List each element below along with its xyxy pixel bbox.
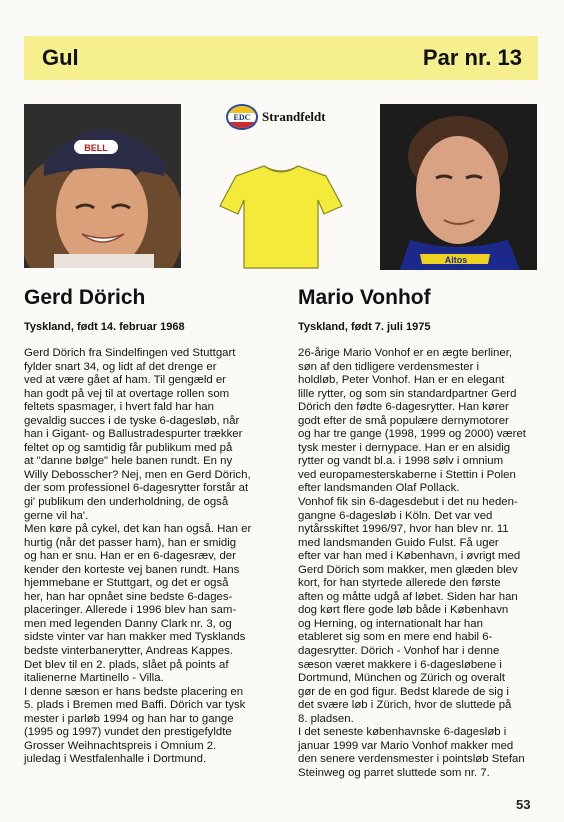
bio-line: rytter og vandt bl.a. i 1998 sølv i omnium [298, 455, 504, 468]
rider-info-left: Tyskland, født 14. februar 1968 [24, 321, 185, 333]
bio-line: det svære løb i Zürich, hvor de sluttede på [298, 699, 512, 712]
bio-line: feltet op og samtidig får publikum med på [24, 441, 233, 454]
bio-line: italienerne Martinello - Villa. [24, 672, 164, 685]
bio-line: men med legenden Danny Clark nr. 3, og [24, 617, 232, 630]
bio-line: 8. pladsen. [298, 712, 354, 725]
bio-line: kender den korteste vej banen rundt. Hans [24, 563, 240, 576]
bio-line: søn af den tidligere verdensmester i [298, 360, 480, 373]
bio-line: Men køre på cykel, det kan han også. Han er [24, 523, 252, 536]
bio-line: gi' publikum den underholdning, de også [24, 496, 229, 509]
bio-line: efter landsmanden Olaf Pollack. [298, 482, 460, 495]
bio-line: Dörich den fødte 6-dagesrytter. Han kører [298, 401, 509, 414]
bio-line: bedste vinterbanerytter, Andreas Kappes. [24, 645, 233, 658]
bio-line: I det seneste københavnske 6-dagesløb i [298, 726, 507, 739]
bio-line: dagesrytter. Dörich - Vonhof har i denne [298, 645, 500, 658]
bio-line: hjemmebane er Stuttgart, og det er også [24, 577, 229, 590]
bio-line: sidste vinter var han makker med Tysklands [24, 631, 246, 644]
bio-line: I denne sæson er hans bedste placering en [24, 685, 244, 698]
bio-line: nytårsskiftet 1996/97, hvor han blev nr. 11 [298, 523, 509, 536]
header-banner [24, 36, 538, 80]
bio-line: gør de en god figur. Bedst klarede de sig i [298, 685, 509, 698]
bio-line: han i Gigant- og Ballustradespurter trækker [24, 428, 243, 441]
bio-line: lille rytter, og som sin standardpartner Gerd [298, 387, 517, 400]
bio-line: ved europamesterskaberne i Stettin i Polen [298, 468, 516, 481]
bio-line: Dortmund, München og Zürich og overalt [298, 672, 506, 685]
sponsor-name: Strandfeldt [262, 109, 326, 124]
bio-line: der som professionel 6-dagesrytter forstår at [24, 482, 249, 495]
rider-photo-right [380, 104, 537, 270]
bio-line: og Herning, og internationalt har han [298, 617, 483, 630]
bio-line: placeringer. Allerede i 1996 blev han sam- [24, 604, 237, 617]
rider-info-right: Tyskland, født 7. juli 1975 [298, 321, 431, 333]
bio-line: kort, for han styrtede allerede den første [298, 577, 501, 590]
bio-line: holdløb, Peter Vonhof. Han er en elegant [298, 374, 505, 387]
bio-line: Gerd Dörich som makker, men glæden blev [298, 563, 518, 576]
bio-line: sæson været makkere i 6-dagesløbene i [298, 658, 502, 671]
page-number: 53 [516, 797, 531, 812]
bio-line: gangne 6-dagesløb i Köln. Det var ved [298, 509, 493, 522]
bio-line: Grosser Weihnachtspreis i Omnium 2. [24, 739, 217, 752]
bio-line: han godt på vej til at overtage rollen som [24, 387, 230, 400]
bio-line: etableret sig som en mere end habil 6- [298, 631, 493, 644]
bio-line: efter var han med i København, i øvrigt med [298, 550, 521, 563]
bio-line: 5. plads i Bremen med Baffi. Dörich var tysk [24, 699, 246, 712]
bio-line: gevaldig succes i de tyske 6-dagesløb, når [24, 414, 240, 427]
bio-line: at "danne bølge" hele banen rundt. En ny [24, 455, 233, 468]
bio-line: fylder snart 34, og lidt af det drenge er [24, 360, 217, 373]
shirt-logo: Altos [444, 255, 468, 265]
bio-line: og har tre gange (1998, 1999 og 2000) været [298, 428, 526, 441]
rider-name-right: Mario Vonhof [298, 286, 431, 309]
bio-line: mester i parløb 1994 og han har to gange [24, 712, 234, 725]
rider-bio-right [298, 347, 548, 781]
rider-bio-left [24, 347, 276, 767]
bio-line: Det blev til en 2. plads, slået på points af [24, 658, 229, 671]
bio-line: hurtig (når det passer ham), han er smidig [24, 536, 237, 549]
bio-line: dog kørt flere gode løb både i København [298, 604, 509, 617]
yellow-jersey-icon [218, 160, 344, 272]
bio-line: tysk mester i dernypace. Han er en alsidig [298, 441, 511, 454]
bio-line: Steinweg og parret sluttede som nr. 7. [298, 766, 490, 779]
bio-line: Willy Debosscher? Nej, men en Gerd Dörich, [24, 468, 251, 481]
helmet-logo: BELL [84, 143, 108, 153]
sponsor-logo [226, 104, 338, 130]
bio-line: 26-årige Mario Vonhof er en ægte berliner, [298, 347, 513, 359]
bio-line: januar 1999 var Mario Vonhof makker med [298, 739, 514, 752]
bio-line: juledag i Westfalenhalle i Dortmund. [24, 753, 207, 766]
bio-line: aften og måtte udgå af løbet. Siden har han [298, 590, 518, 603]
bio-line: og han er snu. Han er en 6-dagesræv, der [24, 550, 236, 563]
bio-line: ved at være gået af ham. Til gengæld er [24, 374, 226, 387]
bio-line: feltets spasmager, i hvert fald har han [24, 401, 214, 414]
edc-badge-icon: EDC [226, 104, 258, 130]
bio-line: Vonhof fik sin 6-dagesdebut i det nu heden- [298, 496, 518, 509]
bio-line: gerne vil ha'. [24, 509, 89, 522]
bio-line: godt efter de små populære dernymotorer [298, 414, 509, 427]
jersey-color-label: Gul [42, 45, 79, 70]
pair-number: Par nr. 13 [422, 45, 522, 70]
rider-name-left: Gerd Dörich [24, 286, 146, 309]
bio-line: den senere verdensmester i pointsløb Stefan [298, 753, 525, 766]
bio-line: Gerd Dörich fra Sindelfingen ved Stuttgart [24, 347, 236, 359]
bio-line: med landsmanden Guido Fulst. Få uger [298, 536, 499, 549]
rider-photo-left [24, 104, 181, 268]
bio-line: her, han har opnået sine bedste 6-dages- [24, 590, 233, 603]
bio-line: (1995 og 1997) vundet den prestigefyldte [24, 726, 232, 739]
